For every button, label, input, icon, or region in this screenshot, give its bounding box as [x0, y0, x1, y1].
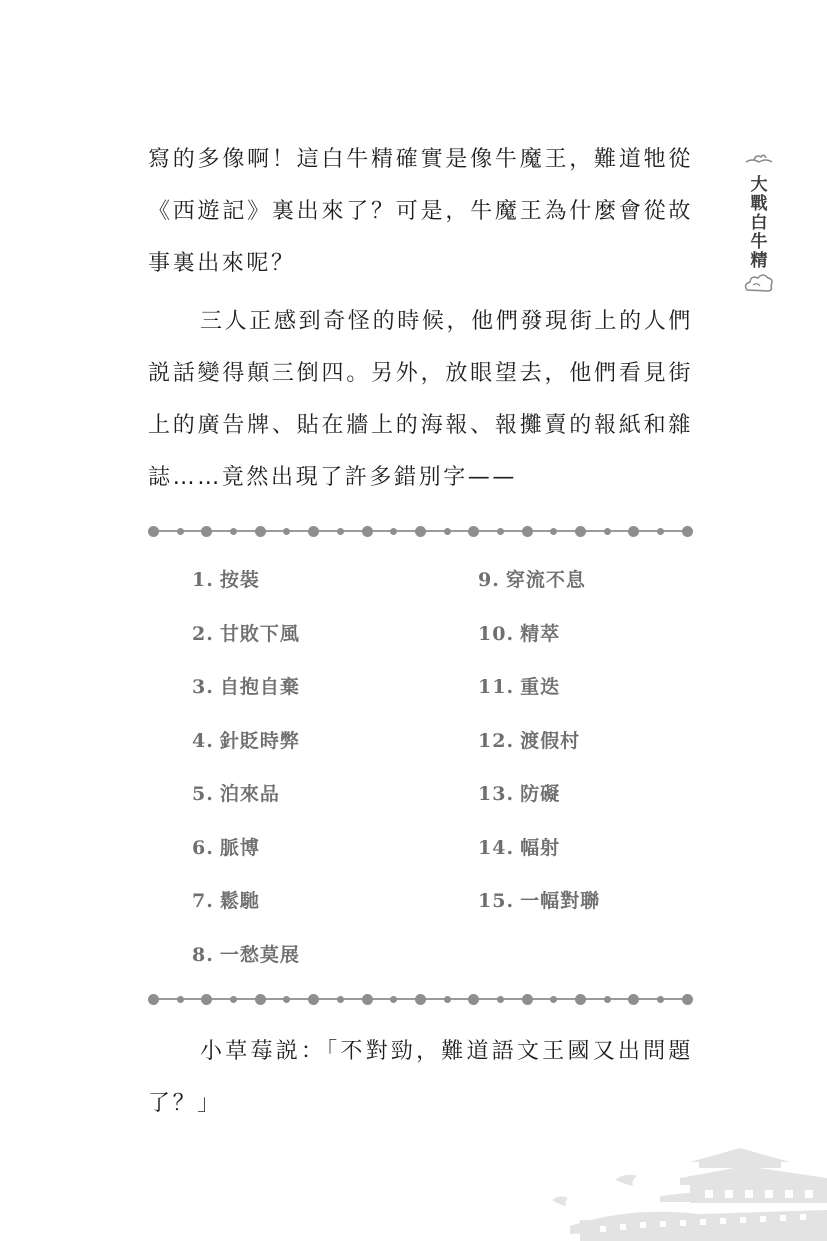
dotted-divider-top	[148, 524, 693, 538]
list-item-word: 渡假村	[520, 729, 581, 752]
divider-dot	[604, 528, 611, 535]
divider-dot	[283, 528, 290, 535]
divider-dot	[362, 526, 373, 537]
list-item-number: 7.	[192, 890, 214, 912]
divider-dot	[468, 526, 479, 537]
list-item-number: 12.	[478, 729, 515, 752]
list-item-word: 按裝	[219, 569, 260, 591]
list-item-number: 14.	[478, 836, 515, 859]
list-item-word: 一愁莫展	[219, 943, 300, 966]
divider-dot	[283, 996, 290, 1003]
divider-dot	[682, 526, 693, 537]
divider-dot	[337, 996, 344, 1003]
divider-dot	[628, 994, 639, 1005]
list-item-word: 穿流不息	[505, 569, 586, 591]
divider-dot	[390, 996, 397, 1003]
divider-dot	[575, 526, 586, 537]
list-item-number: 1.	[192, 569, 214, 591]
list-item	[192, 886, 260, 913]
list-item	[478, 726, 580, 753]
cloud-bottom-icon	[743, 270, 775, 296]
list-item-word: 一幅對聯	[520, 890, 601, 912]
divider-dot	[522, 526, 533, 537]
divider-dot	[415, 526, 426, 537]
list-item-word: 針貶時弊	[219, 729, 300, 752]
divider-dot	[255, 994, 266, 1005]
list-item	[192, 672, 300, 699]
divider-dot	[308, 526, 319, 537]
paragraph-1	[148, 134, 693, 290]
list-item-number: 9.	[478, 569, 500, 591]
divider-dot	[468, 994, 479, 1005]
divider-dot	[362, 994, 373, 1005]
list-item-number: 11.	[478, 676, 515, 698]
palace-skyline-decoration	[540, 1130, 827, 1241]
list-item	[192, 619, 300, 646]
list-item-number: 2.	[192, 622, 214, 645]
divider-dot	[415, 994, 426, 1005]
divider-dot	[177, 528, 184, 535]
list-item-number: 4.	[192, 729, 214, 752]
list-item-number: 8.	[192, 943, 214, 966]
list-item-word: 自抱自棄	[219, 676, 300, 698]
divider-dot	[201, 994, 212, 1005]
cloud-top-icon	[743, 148, 775, 172]
list-item-number: 15.	[478, 890, 515, 912]
list-item	[192, 565, 260, 592]
divider-dot	[444, 528, 451, 535]
list-item-word: 鬆馳	[219, 890, 260, 912]
list-item	[192, 726, 300, 753]
divider-dot	[177, 996, 184, 1003]
divider-dot	[657, 996, 664, 1003]
list-item	[192, 940, 300, 967]
list-item-number: 5.	[192, 783, 214, 805]
list-item-word: 防礙	[520, 783, 561, 805]
list-item-word: 幅射	[520, 836, 561, 859]
divider-dot	[308, 994, 319, 1005]
divider-dot	[550, 528, 557, 535]
list-item-number: 10.	[478, 622, 515, 645]
list-item	[192, 779, 280, 806]
dotted-divider-bottom	[148, 992, 693, 1006]
paragraph-3-text: 小草莓説：「不對勁，難道語文王國又出問題了？」	[148, 1039, 693, 1116]
divider-dot	[230, 996, 237, 1003]
side-title-text: 大戰白牛精	[750, 175, 768, 271]
list-item	[478, 833, 560, 860]
divider-dot	[575, 994, 586, 1005]
divider-dot	[390, 528, 397, 535]
divider-dot	[497, 996, 504, 1003]
list-item-word: 泊來品	[219, 783, 280, 805]
paragraph-2	[148, 296, 693, 504]
list-item	[478, 565, 586, 592]
divider-dot	[337, 528, 344, 535]
list-item	[478, 886, 600, 913]
list-item-word: 精萃	[520, 622, 561, 645]
divider-dot	[604, 996, 611, 1003]
list-item	[478, 779, 560, 806]
chapter-side-title	[743, 148, 775, 298]
list-item-word: 重迭	[520, 676, 561, 698]
list-item	[478, 672, 560, 699]
list-item-word: 脈博	[219, 836, 260, 859]
paragraph-3	[148, 1026, 693, 1130]
divider-dot	[682, 994, 693, 1005]
list-item-number: 6.	[192, 836, 214, 859]
list-item-word: 甘敗下風	[219, 622, 300, 645]
divider-dot	[201, 526, 212, 537]
divider-dot	[550, 996, 557, 1003]
paragraph-2-text: 三人正感到奇怪的時候，他們發現街上的人們説話變得顛三倒四。另外，放眼望去，他們看見街上的廣告牌、貼在牆上的海報、報攤賣的報紙和雜誌……竟然出現了許多錯別字——	[148, 309, 693, 490]
divider-dot	[148, 526, 159, 537]
divider-dot	[230, 528, 237, 535]
list-item-number: 3.	[192, 676, 214, 698]
divider-dot	[148, 994, 159, 1005]
divider-dot	[628, 526, 639, 537]
list-item	[192, 833, 260, 860]
paragraph-1-text: 寫的多像啊！這白牛精確實是像牛魔王，難道牠從《西遊記》裏出來了？可是，牛魔王為什麼會從故事裏出來呢？	[148, 147, 693, 276]
divider-dot	[657, 528, 664, 535]
list-item-number: 13.	[478, 783, 515, 805]
divider-dot	[522, 994, 533, 1005]
divider-dot	[444, 996, 451, 1003]
list-item	[478, 619, 560, 646]
divider-dot	[497, 528, 504, 535]
divider-dot	[255, 526, 266, 537]
